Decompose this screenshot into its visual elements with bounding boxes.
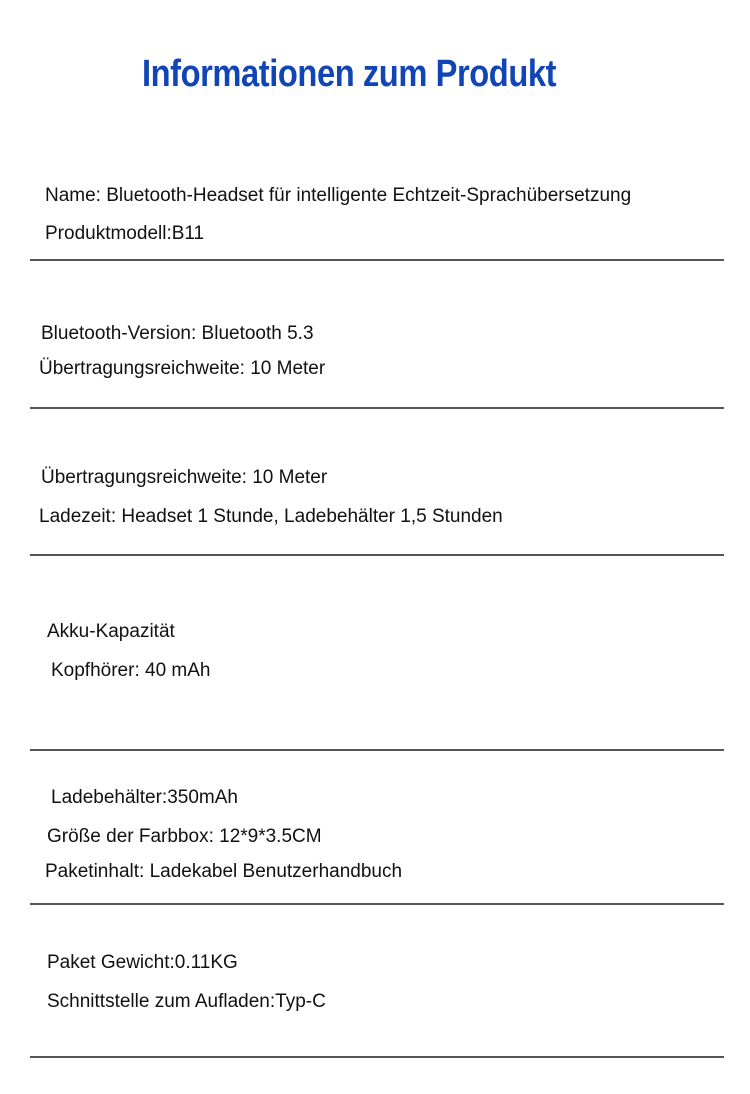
spec-line-range: Übertragungsreichweite: 10 Meter <box>39 358 326 379</box>
spec-line-charging-time: Ladezeit: Headset 1 Stunde, Ladebehälter 1,5 Stunden <box>39 506 503 527</box>
spec-line-range: Übertragungsreichweite: 10 Meter <box>41 467 328 488</box>
divider <box>30 749 724 751</box>
divider <box>30 903 724 905</box>
divider <box>30 1056 724 1058</box>
spec-line-package-contents: Paketinhalt: Ladekabel Benutzerhandbuch <box>45 861 403 882</box>
spec-line-weight: Paket Gewicht:0.11KG <box>47 952 238 973</box>
spec-line-battery-capacity: Akku-Kapazität <box>47 621 175 642</box>
spec-line-charging-port: Schnittstelle zum Aufladen:Typ-C <box>47 991 326 1012</box>
divider <box>30 554 724 556</box>
spec-line-box-size: Größe der Farbbox: 12*9*3.5CM <box>47 826 322 847</box>
page-title: Informationen zum Produkt <box>141 53 557 95</box>
divider <box>30 407 724 409</box>
spec-line-headphone-battery: Kopfhörer: 40 mAh <box>51 660 211 681</box>
spec-line-case-battery: Ladebehälter:350mAh <box>51 787 238 808</box>
divider <box>30 259 724 261</box>
spec-line-bluetooth-version: Bluetooth-Version: Bluetooth 5.3 <box>41 323 314 344</box>
spec-line-name: Name: Bluetooth-Headset für intelligente Echtzeit-Sprachübersetzung <box>45 185 632 206</box>
spec-line-model: Produktmodell:B11 <box>45 223 205 244</box>
